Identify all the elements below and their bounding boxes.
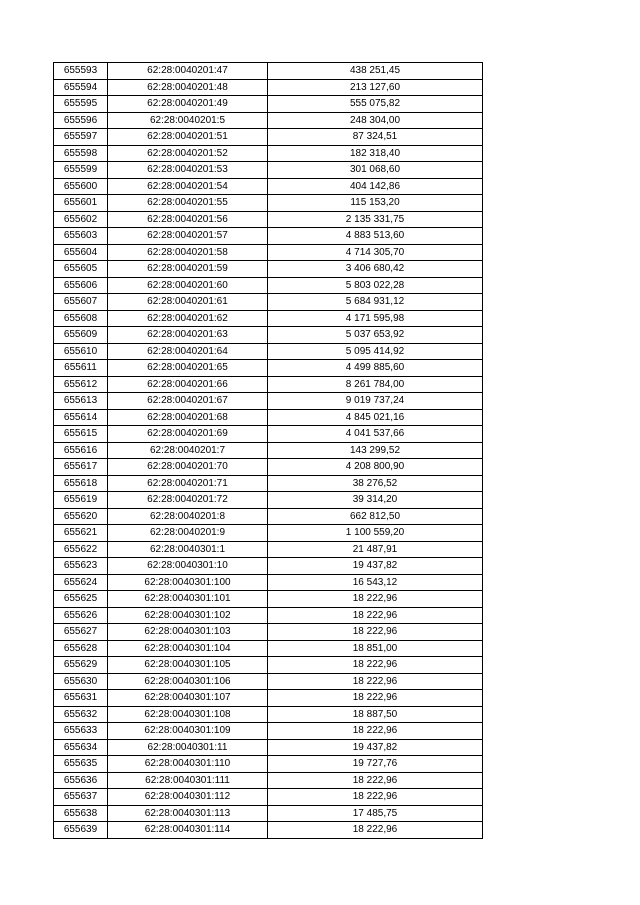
value-cell: 1 100 559,20 [268, 525, 483, 542]
row-number-cell: 655600 [54, 178, 108, 195]
row-number-cell: 655625 [54, 591, 108, 608]
table-row [54, 475, 483, 492]
table-row [54, 673, 483, 690]
value-cell: 4 845 021,16 [268, 409, 483, 426]
table-row [54, 178, 483, 195]
value-cell: 19 437,82 [268, 739, 483, 756]
value-cell: 4 208 800,90 [268, 459, 483, 476]
table-row [54, 789, 483, 806]
table-row [54, 508, 483, 525]
table-row [54, 376, 483, 393]
cadastral-number-cell: 62:28:0040301:100 [108, 574, 268, 591]
cadastral-number-cell: 62:28:0040201:71 [108, 475, 268, 492]
row-number-cell: 655607 [54, 294, 108, 311]
value-cell: 143 299,52 [268, 442, 483, 459]
table-row [54, 657, 483, 674]
row-number-cell: 655626 [54, 607, 108, 624]
value-cell: 2 135 331,75 [268, 211, 483, 228]
cadastral-number-cell: 62:28:0040301:111 [108, 772, 268, 789]
row-number-cell: 655610 [54, 343, 108, 360]
cadastral-number-cell: 62:28:0040201:60 [108, 277, 268, 294]
value-cell: 404 142,86 [268, 178, 483, 195]
row-number-cell: 655595 [54, 96, 108, 113]
value-cell: 18 222,96 [268, 591, 483, 608]
row-number-cell: 655637 [54, 789, 108, 806]
value-cell: 18 222,96 [268, 723, 483, 740]
cadastral-number-cell: 62:28:0040301:10 [108, 558, 268, 575]
table-row [54, 277, 483, 294]
value-cell: 4 171 595,98 [268, 310, 483, 327]
row-number-cell: 655634 [54, 739, 108, 756]
cadastral-number-cell: 62:28:0040201:65 [108, 360, 268, 377]
value-cell: 8 261 784,00 [268, 376, 483, 393]
cadastral-number-cell: 62:28:0040301:102 [108, 607, 268, 624]
table-row [54, 244, 483, 261]
table-row [54, 310, 483, 327]
table-row [54, 459, 483, 476]
table-row [54, 640, 483, 657]
row-number-cell: 655594 [54, 79, 108, 96]
row-number-cell: 655620 [54, 508, 108, 525]
value-cell: 18 222,96 [268, 624, 483, 641]
table-row [54, 574, 483, 591]
table-row [54, 129, 483, 146]
row-number-cell: 655593 [54, 63, 108, 80]
table-row [54, 591, 483, 608]
table-row [54, 492, 483, 509]
table-row [54, 63, 483, 80]
cadastral-number-cell: 62:28:0040201:68 [108, 409, 268, 426]
row-number-cell: 655629 [54, 657, 108, 674]
table-row [54, 607, 483, 624]
cadastral-number-cell: 62:28:0040201:66 [108, 376, 268, 393]
table-row [54, 558, 483, 575]
cadastral-number-cell: 62:28:0040201:7 [108, 442, 268, 459]
table-row [54, 228, 483, 245]
row-number-cell: 655623 [54, 558, 108, 575]
table-row [54, 706, 483, 723]
value-cell: 115 153,20 [268, 195, 483, 212]
value-cell: 213 127,60 [268, 79, 483, 96]
value-cell: 18 222,96 [268, 673, 483, 690]
value-cell: 5 095 414,92 [268, 343, 483, 360]
cadastral-number-cell: 62:28:0040301:104 [108, 640, 268, 657]
cadastral-number-cell: 62:28:0040201:70 [108, 459, 268, 476]
table-row [54, 195, 483, 212]
table-row [54, 261, 483, 278]
cadastral-number-cell: 62:28:0040201:64 [108, 343, 268, 360]
value-cell: 5 684 931,12 [268, 294, 483, 311]
cadastral-number-cell: 62:28:0040301:101 [108, 591, 268, 608]
row-number-cell: 655601 [54, 195, 108, 212]
cadastral-number-cell: 62:28:0040201:9 [108, 525, 268, 542]
cadastral-number-cell: 62:28:0040201:54 [108, 178, 268, 195]
value-cell: 38 276,52 [268, 475, 483, 492]
table-row [54, 145, 483, 162]
value-cell: 182 318,40 [268, 145, 483, 162]
cadastral-number-cell: 62:28:0040201:55 [108, 195, 268, 212]
table-row [54, 162, 483, 179]
value-cell: 4 714 305,70 [268, 244, 483, 261]
cadastral-number-cell: 62:28:0040301:112 [108, 789, 268, 806]
value-cell: 39 314,20 [268, 492, 483, 509]
row-number-cell: 655597 [54, 129, 108, 146]
value-cell: 4 883 513,60 [268, 228, 483, 245]
value-cell: 438 251,45 [268, 63, 483, 80]
value-cell: 4 499 885,60 [268, 360, 483, 377]
table-row [54, 327, 483, 344]
cadastral-number-cell: 62:28:0040301:106 [108, 673, 268, 690]
row-number-cell: 655614 [54, 409, 108, 426]
value-cell: 18 222,96 [268, 607, 483, 624]
value-cell: 18 222,96 [268, 690, 483, 707]
value-cell: 18 851,00 [268, 640, 483, 657]
row-number-cell: 655618 [54, 475, 108, 492]
table-row [54, 79, 483, 96]
cadastral-number-cell: 62:28:0040301:114 [108, 822, 268, 839]
cadastral-number-cell: 62:28:0040301:103 [108, 624, 268, 641]
row-number-cell: 655602 [54, 211, 108, 228]
table-row [54, 442, 483, 459]
cadastral-number-cell: 62:28:0040201:61 [108, 294, 268, 311]
table-row [54, 294, 483, 311]
table-row [54, 772, 483, 789]
row-number-cell: 655611 [54, 360, 108, 377]
table-row [54, 360, 483, 377]
cadastral-number-cell: 62:28:0040301:107 [108, 690, 268, 707]
row-number-cell: 655627 [54, 624, 108, 641]
cadastral-number-cell: 62:28:0040201:52 [108, 145, 268, 162]
row-number-cell: 655638 [54, 805, 108, 822]
cadastral-number-cell: 62:28:0040201:72 [108, 492, 268, 509]
value-cell: 87 324,51 [268, 129, 483, 146]
table-row [54, 409, 483, 426]
table-row [54, 624, 483, 641]
value-cell: 248 304,00 [268, 112, 483, 129]
row-number-cell: 655632 [54, 706, 108, 723]
row-number-cell: 655617 [54, 459, 108, 476]
table-body [54, 63, 483, 839]
cadastral-number-cell: 62:28:0040201:67 [108, 393, 268, 410]
cadastral-number-cell: 62:28:0040301:11 [108, 739, 268, 756]
row-number-cell: 655633 [54, 723, 108, 740]
row-number-cell: 655631 [54, 690, 108, 707]
value-cell: 4 041 537,66 [268, 426, 483, 443]
row-number-cell: 655639 [54, 822, 108, 839]
row-number-cell: 655598 [54, 145, 108, 162]
cadastral-number-cell: 62:28:0040201:69 [108, 426, 268, 443]
cadastral-number-cell: 62:28:0040301:110 [108, 756, 268, 773]
row-number-cell: 655603 [54, 228, 108, 245]
cadastral-number-cell: 62:28:0040201:48 [108, 79, 268, 96]
row-number-cell: 655622 [54, 541, 108, 558]
value-cell: 555 075,82 [268, 96, 483, 113]
row-number-cell: 655616 [54, 442, 108, 459]
row-number-cell: 655605 [54, 261, 108, 278]
row-number-cell: 655612 [54, 376, 108, 393]
value-cell: 18 222,96 [268, 822, 483, 839]
cadastral-number-cell: 62:28:0040201:59 [108, 261, 268, 278]
row-number-cell: 655606 [54, 277, 108, 294]
value-cell: 5 803 022,28 [268, 277, 483, 294]
value-cell: 18 222,96 [268, 789, 483, 806]
table-row [54, 756, 483, 773]
value-cell: 19 727,76 [268, 756, 483, 773]
value-cell: 21 487,91 [268, 541, 483, 558]
value-cell: 18 222,96 [268, 657, 483, 674]
cadastral-number-cell: 62:28:0040201:58 [108, 244, 268, 261]
value-cell: 19 437,82 [268, 558, 483, 575]
table-row [54, 822, 483, 839]
row-number-cell: 655613 [54, 393, 108, 410]
table-row [54, 739, 483, 756]
table-row [54, 805, 483, 822]
cadastral-number-cell: 62:28:0040301:113 [108, 805, 268, 822]
table-row [54, 525, 483, 542]
table-row [54, 426, 483, 443]
cadastral-number-cell: 62:28:0040201:57 [108, 228, 268, 245]
table-row [54, 723, 483, 740]
cadastral-number-cell: 62:28:0040301:108 [108, 706, 268, 723]
row-number-cell: 655596 [54, 112, 108, 129]
value-cell: 18 887,50 [268, 706, 483, 723]
row-number-cell: 655608 [54, 310, 108, 327]
table-row [54, 690, 483, 707]
table-row [54, 343, 483, 360]
row-number-cell: 655599 [54, 162, 108, 179]
table-row [54, 393, 483, 410]
table-row [54, 112, 483, 129]
value-cell: 17 485,75 [268, 805, 483, 822]
data-table [53, 62, 483, 839]
table-row [54, 211, 483, 228]
value-cell: 18 222,96 [268, 772, 483, 789]
cadastral-number-cell: 62:28:0040301:1 [108, 541, 268, 558]
cadastral-number-cell: 62:28:0040201:56 [108, 211, 268, 228]
table-row [54, 541, 483, 558]
cadastral-number-cell: 62:28:0040201:51 [108, 129, 268, 146]
cadastral-number-cell: 62:28:0040301:105 [108, 657, 268, 674]
cadastral-number-cell: 62:28:0040201:63 [108, 327, 268, 344]
table-row [54, 96, 483, 113]
row-number-cell: 655636 [54, 772, 108, 789]
row-number-cell: 655621 [54, 525, 108, 542]
cadastral-number-cell: 62:28:0040201:62 [108, 310, 268, 327]
cadastral-number-cell: 62:28:0040201:53 [108, 162, 268, 179]
value-cell: 301 068,60 [268, 162, 483, 179]
row-number-cell: 655635 [54, 756, 108, 773]
row-number-cell: 655630 [54, 673, 108, 690]
row-number-cell: 655628 [54, 640, 108, 657]
row-number-cell: 655615 [54, 426, 108, 443]
row-number-cell: 655619 [54, 492, 108, 509]
value-cell: 3 406 680,42 [268, 261, 483, 278]
cadastral-number-cell: 62:28:0040301:109 [108, 723, 268, 740]
row-number-cell: 655604 [54, 244, 108, 261]
value-cell: 16 543,12 [268, 574, 483, 591]
row-number-cell: 655609 [54, 327, 108, 344]
value-cell: 5 037 653,92 [268, 327, 483, 344]
cadastral-number-cell: 62:28:0040201:47 [108, 63, 268, 80]
row-number-cell: 655624 [54, 574, 108, 591]
cadastral-number-cell: 62:28:0040201:5 [108, 112, 268, 129]
value-cell: 9 019 737,24 [268, 393, 483, 410]
cadastral-number-cell: 62:28:0040201:8 [108, 508, 268, 525]
cadastral-number-cell: 62:28:0040201:49 [108, 96, 268, 113]
value-cell: 662 812,50 [268, 508, 483, 525]
